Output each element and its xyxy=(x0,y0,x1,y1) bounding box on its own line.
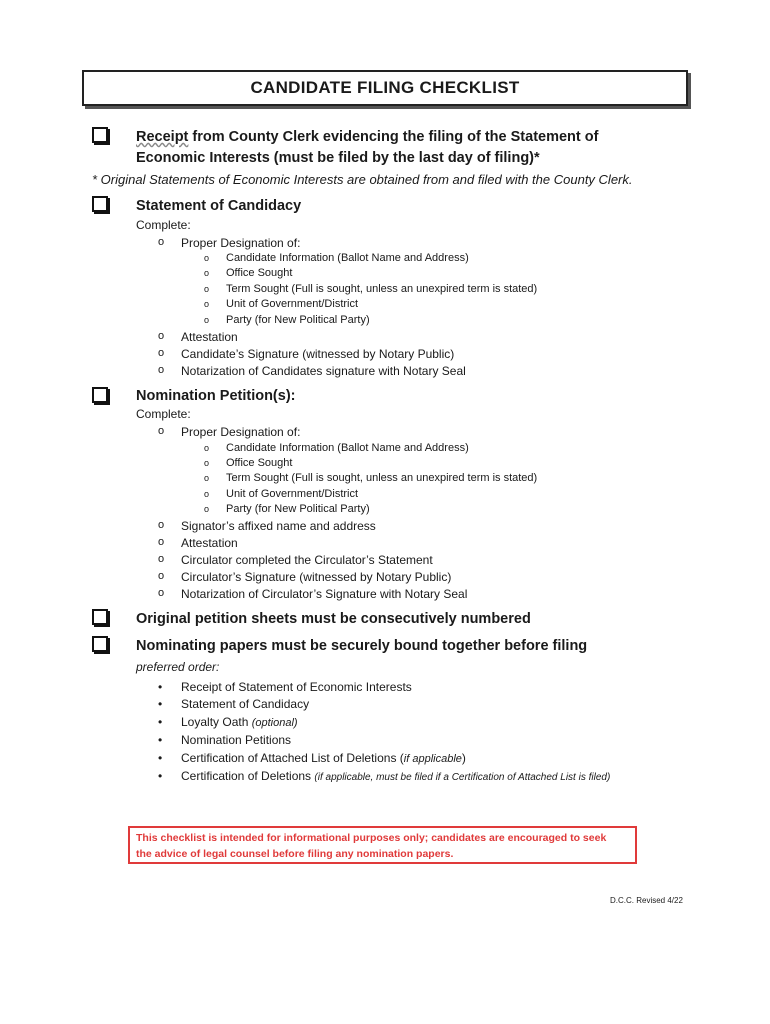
disclaimer-line1: This checklist is intended for informational purposes only; candidates are encouraged to seek xyxy=(136,832,607,844)
circle-bullet-icon: o xyxy=(158,570,165,582)
circle-bullet-icon: o xyxy=(158,425,165,437)
receipt-line2: Economic Interests (must be filed by the last day of filing)* xyxy=(136,150,540,166)
circle-bullet-icon: o xyxy=(158,364,165,376)
order-item-text: Certification of Attached List of Deletions ( xyxy=(181,751,404,765)
complete-label: Complete: xyxy=(136,407,191,421)
checkbox-receipt[interactable] xyxy=(92,127,108,143)
sub-item: Candidate Information (Ballot Name and Address) xyxy=(226,442,469,454)
checkbox-securely-bound[interactable] xyxy=(92,636,108,652)
checkbox-nomination-petitions[interactable] xyxy=(92,387,108,403)
proper-designation-label: Proper Designation of: xyxy=(181,425,301,439)
order-item-note: if applicable xyxy=(403,753,462,765)
heading-statement-of-candidacy: Statement of Candidacy xyxy=(136,198,302,214)
list-item: Circulator’s Signature (witnessed by Notary Public) xyxy=(181,570,452,584)
complete-label: Complete: xyxy=(136,218,191,232)
list-item: Notarization of Candidates signature with Notary Seal xyxy=(181,364,466,378)
list-item: Circulator completed the Circulator’s Statement xyxy=(181,553,433,567)
order-item-text: Nomination Petitions xyxy=(181,733,292,747)
list-item: Candidate’s Signature (witnessed by Notary Public) xyxy=(181,347,455,361)
order-item-text: Receipt of Statement of Economic Interests xyxy=(181,680,412,694)
heading-nomination-petitions: Nomination Petition(s): xyxy=(136,388,296,404)
list-item: Signator’s affixed name and address xyxy=(181,519,376,533)
heading-securely-bound: Nominating papers must be securely bound together before filing xyxy=(136,638,588,654)
bullet-icon: • xyxy=(158,733,163,747)
bullet-icon: • xyxy=(158,680,163,694)
sub-item: Term Sought (Full is sought, unless an unexpired term is stated) xyxy=(226,472,538,484)
order-item xyxy=(181,697,309,711)
sub-item: Office Sought xyxy=(226,267,293,279)
bullet-icon: • xyxy=(158,769,163,783)
circle-bullet-icon: o xyxy=(204,458,210,468)
order-item xyxy=(181,751,466,765)
circle-bullet-icon: o xyxy=(158,330,165,342)
circle-bullet-icon: o xyxy=(158,553,165,565)
circle-bullet-icon: o xyxy=(204,253,210,263)
circle-bullet-icon: o xyxy=(204,504,210,514)
order-item xyxy=(181,733,291,747)
order-item-note: (optional) xyxy=(251,717,298,729)
title-box xyxy=(82,70,688,106)
page-title: CANDIDATE FILING CHECKLIST xyxy=(250,78,520,97)
bullet-icon: • xyxy=(158,697,163,711)
order-item xyxy=(181,769,610,783)
sub-item: Party (for New Political Party) xyxy=(226,314,370,326)
order-item-text: Certification of Deletions xyxy=(181,769,315,783)
sub-item: Unit of Government/District xyxy=(226,488,359,500)
circle-bullet-icon: o xyxy=(158,536,165,548)
list-item: Attestation xyxy=(181,536,238,550)
order-item-text: Statement of Candidacy xyxy=(181,697,310,711)
sub-item: Term Sought (Full is sought, unless an unexpired term is stated) xyxy=(226,283,538,295)
order-item xyxy=(181,680,412,694)
order-item-note: (if applicable, must be filed if a Certification of Attached List is filed) xyxy=(314,772,611,783)
circle-bullet-icon: o xyxy=(158,347,165,359)
sub-item: Candidate Information (Ballot Name and Address) xyxy=(226,252,469,264)
proper-designation-label: Proper Designation of: xyxy=(181,236,301,250)
disclaimer-box xyxy=(128,826,637,864)
receipt-line1-rest: from County Clerk evidencing the filing of the Statement of xyxy=(188,129,599,145)
heading-receipt xyxy=(136,127,598,169)
circle-bullet-icon: o xyxy=(158,236,165,248)
revision-footer: D.C.C. Revised 4/22 xyxy=(610,896,683,905)
receipt-word: Receipt xyxy=(136,129,189,145)
checkbox-statement-of-candidacy[interactable] xyxy=(92,196,108,212)
circle-bullet-icon: o xyxy=(158,587,165,599)
receipt-footnote: * Original Statements of Economic Interests are obtained from and filed with the County Clerk. xyxy=(92,172,633,187)
circle-bullet-icon: o xyxy=(204,315,210,325)
circle-bullet-icon: o xyxy=(204,284,210,294)
circle-bullet-icon: o xyxy=(204,489,210,499)
bullet-icon: • xyxy=(158,751,163,765)
circle-bullet-icon: o xyxy=(204,473,210,483)
circle-bullet-icon: o xyxy=(204,268,210,278)
sub-item: Unit of Government/District xyxy=(226,298,359,310)
disclaimer-line2: the advice of legal counsel before filing any nomination papers. xyxy=(136,848,454,860)
order-item-text: Loyalty Oath xyxy=(181,715,252,729)
list-item: Attestation xyxy=(181,330,238,344)
heading-consecutively-numbered: Original petition sheets must be consecutively numbered xyxy=(136,611,531,627)
sub-item: Party (for New Political Party) xyxy=(226,503,370,515)
order-item-suffix: ) xyxy=(461,751,466,765)
preferred-order-label: preferred order: xyxy=(136,660,220,674)
circle-bullet-icon: o xyxy=(204,443,210,453)
circle-bullet-icon: o xyxy=(158,519,165,531)
bullet-icon: • xyxy=(158,715,163,729)
sub-item: Office Sought xyxy=(226,457,293,469)
order-item xyxy=(181,715,298,729)
list-item: Notarization of Circulator’s Signature with Notary Seal xyxy=(181,587,468,601)
circle-bullet-icon: o xyxy=(204,299,210,309)
checkbox-consecutively-numbered[interactable] xyxy=(92,609,108,625)
